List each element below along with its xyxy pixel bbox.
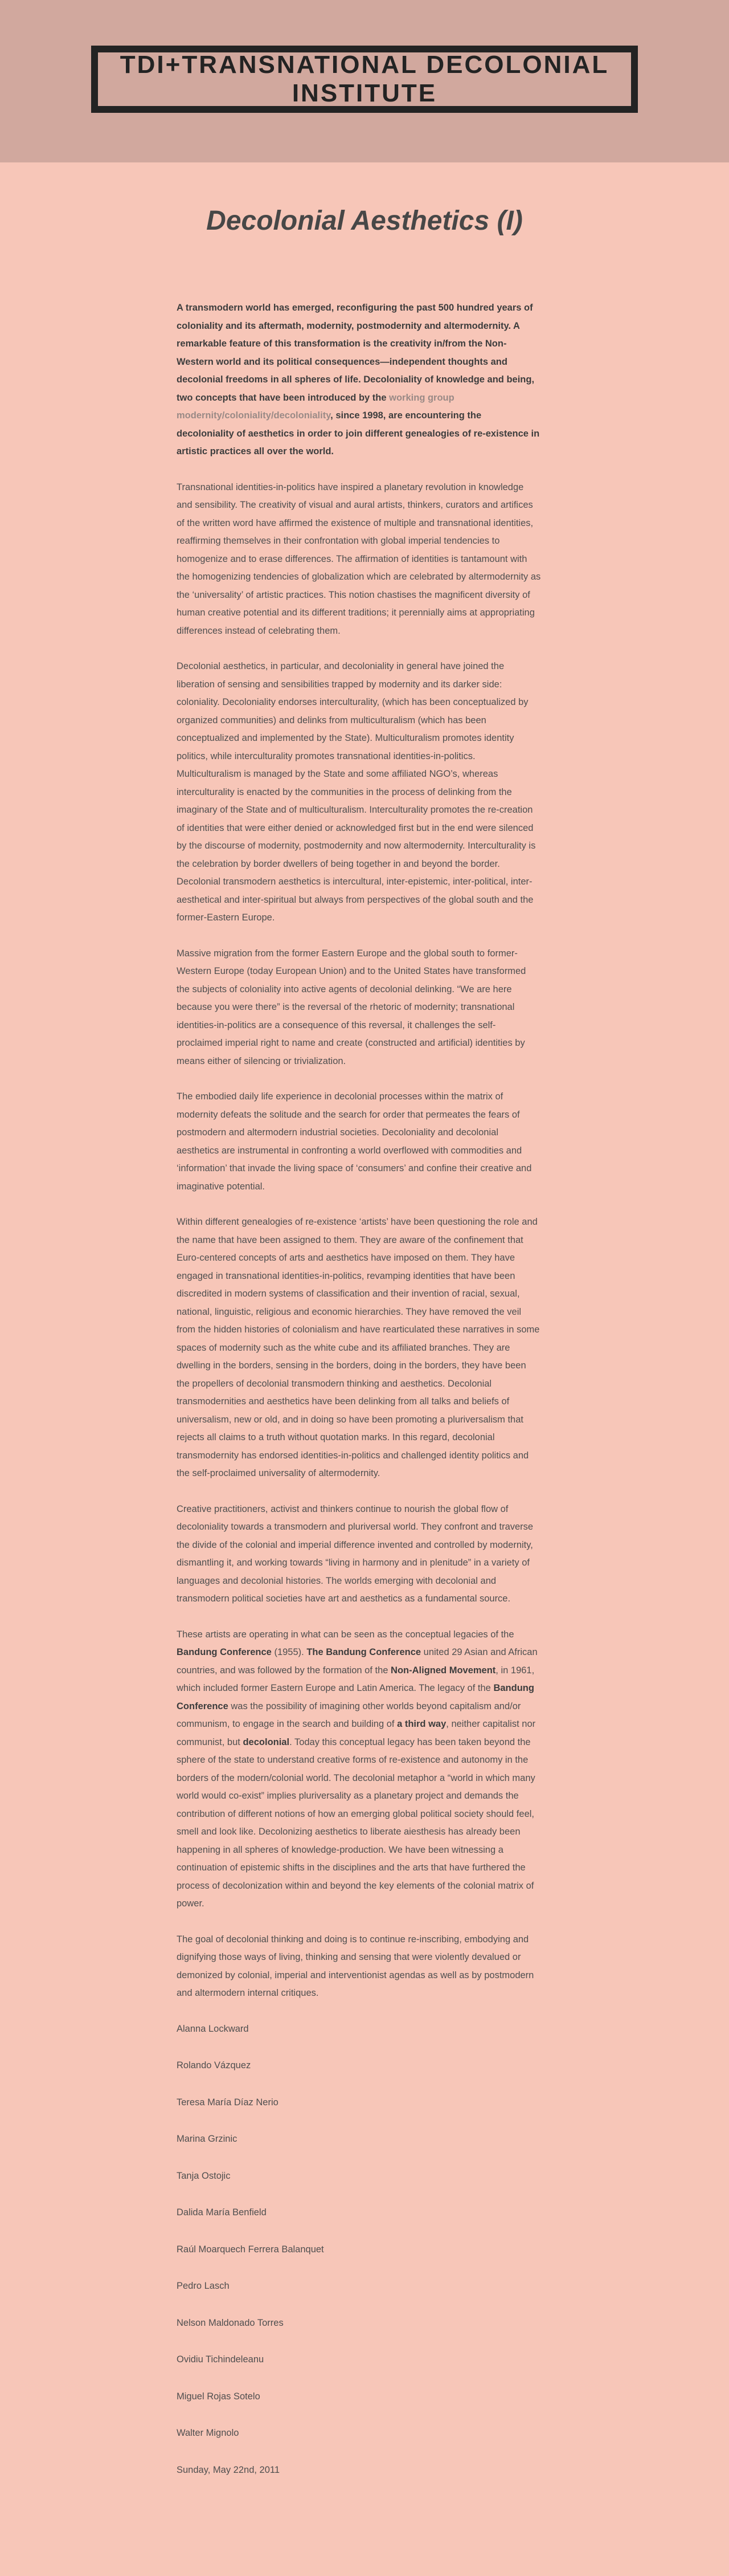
lead-text-part2: , since 1998, are encountering the decoloniality of aesthetics in order to join different genealogies of re-existence in artistic practices all over the world. xyxy=(177,410,540,456)
lead-text-part1: A transmodern world has emerged, reconfiguring the past 500 hundred years of coloniality and its aftermath, modernity, postmodernity and altermodernity. A remarkable feature of this transformation is the creativity in/from the Non-Western world and its political consequences—independent thoughts and decolonial freedoms in all spheres of life. Decoloniality of knowledge and being, two concepts that have been introduced by the xyxy=(177,303,535,403)
lead-paragraph xyxy=(177,299,541,461)
site-title-box[interactable] xyxy=(91,46,638,113)
signatory: Tanja Ostojic xyxy=(177,2170,231,2181)
paragraph-migration: Massive migration from the former Eastern Europe and the global south to former-Western Europe (today European Union) and to the United States have transformed the subjects of coloniality into active agents of decolonial delinking. “We are here because you were there” is the reversal of the rhetoric of modernity; transnational identities-in-politics are a consequence of this reversal, it challenges the self-proclaimed imperial right to name and create (constructed and artificial) identities by means either of silencing or trivialization. xyxy=(177,948,526,1066)
signatory: Raúl Moarquech Ferrera Balanquet xyxy=(177,2244,324,2255)
paragraph-daily-life: The embodied daily life experience in decolonial processes within the matrix of modernity defeats the solitude and the search for order that permeates the fears of postmodern and altermodern industrial societies. Decoloniality and decolonial aesthetics are instrumental in confronting a world overflowed with commodities and ‘information’ that invade the living space of ‘consumers’ and confine their creative and imaginative potential. xyxy=(177,1091,532,1192)
bandung-bold-4: Bandung Conference xyxy=(177,1683,534,1711)
bandung-bold-2: The Bandung Conference xyxy=(306,1647,421,1657)
bandung-text-6: , neither capitalist nor communist, but xyxy=(177,1719,536,1747)
signatory: Nelson Maldonado Torres xyxy=(177,2317,284,2328)
post-title: Decolonial Aesthetics (I) xyxy=(206,206,523,236)
signatory: Ovidiu Tichindeleanu xyxy=(177,2354,264,2365)
bandung-text-3: united 29 Asian and African countries, and was followed by the formation of the xyxy=(177,1647,538,1676)
paragraph-identities: Transnational identities-in-politics have inspired a planetary revolution in knowledge and sensibility. The creativity of visual and aural artists, thinkers, curators and artifices of the written word have affirmed the existence of multiple and transnational identities, reaffirming themselves in their confrontation with global imperial tendencies to homogenize and to erase differences. The affirmation of identities is tantamount with the homogenizing tendencies of globalization which are celebrated by altermodernity as the ‘universality’ of artistic practices. This notion chastises the magnificent diversity of human creative potential and its different traditions; it perennially aims at appropriating differences instead of celebrating them. xyxy=(177,482,541,636)
paragraph-decolonial-aesthetics: Decolonial aesthetics, in particular, and decoloniality in general have joined the liberation of sensing and sensibilities trapped by modernity and its darker side: coloniality. Decoloniality endorses interculturality, (which has been conceptualized by organized communities) and delinks from multiculturalism (which has been conceptualized and implemented by the State). Multiculturalism promotes identity politics, while interculturality promotes transnational identities-in-politics. Multiculturalism is managed by the State and some affiliated NGO’s, whereas interculturality is enacted by the communities in the process of delinking from the imaginary of the State and of multiculturalism. Interculturality promotes the re-creation of identities that were either denied or acknowledged first but in the end were silenced by the discourse of modernity, postmodernity and now altermodernity. Interculturality is the celebration by border dwellers of being together in and beyond the border. Decolonial transmodern aesthetics is intercultural, inter-epistemic, inter-political, inter-aesthetical and inter-spiritual but always from perspectives of the global south and the former-Eastern Europe. xyxy=(177,661,536,923)
signatory: Rolando Vázquez xyxy=(177,2060,251,2070)
paragraph-closing: The goal of decolonial thinking and doing is to continue re-inscribing, embodying and dignifying those ways of living, thinking and sensing that were violently devalued or demonized by colonial, imperial and interventionist agendas as well as by postmodern and altermodern internal critiques. xyxy=(177,1934,534,1998)
bandung-text-7: . Today this conceptual legacy has been taken beyond the sphere of the state to understand creative forms of re-existence and autonomy in the borders of the modern/colonial world. The decolonial metaphor a “world in which many world would co-exist” implies pluriversality as a planetary project and demands the contribution of different notions of how an emerging global political society should feel, smell and look like. Decolonizing aesthetics to liberate aiesthesis has already been happening in all spheres of knowledge-production. We have been witnessing a continuation of epistemic shifts in the disciplines and the arts that have furthered the process of decolonization within and beyond the key elements of the colonial matrix of power. xyxy=(177,1737,535,1909)
bandung-bold-3: Non-Aligned Movement xyxy=(391,1665,496,1676)
site-header xyxy=(0,0,729,162)
signatory: Pedro Lasch xyxy=(177,2281,230,2291)
signatory: Dalida María Benfield xyxy=(177,2207,267,2218)
paragraph-artists: Within different genealogies of re-existence ‘artists’ have been questioning the role and the name that have been assigned to them. They are aware of the confinement that Euro-centered concepts of arts and aesthetics have imposed on them. They have engaged in transnational identities-in-politics, revamping identities that have been discredited in modern systems of classification and their invention of racial, sexual, national, linguistic, religious and economic hierarchies. They have removed the veil from the hidden histories of colonialism and have rearticulated these narratives in some spaces of modernity such as the white cube and its affiliated branches. They are dwelling in the borders, sensing in the borders, doing in the borders, they have been the propellers of decolonial transmodern thinking and aesthetics. Decolonial transmodernities and aesthetics have been delinking from all talks and beliefs of universalism, new or old, and in doing so have been promoting a pluriversalism that rejects all claims to a truth without quotation marks. In this regard, decolonial transmodernity has endorsed identities-in-politics and challenged identity politics and the self-proclaimed universality of altermodernity. xyxy=(177,1217,540,1478)
bandung-bold-6: decolonial xyxy=(243,1737,290,1747)
signatory: Alanna Lockward xyxy=(177,2023,249,2034)
post-date: Sunday, May 22nd, 2011 xyxy=(177,2464,280,2475)
bandung-text-1: These artists are operating in what can be seen as the conceptual legacies of the xyxy=(177,1629,514,1640)
bandung-bold-1: Bandung Conference xyxy=(177,1647,272,1657)
bandung-text-5: was the possibility of imagining other worlds beyond capitalism and/or communism, to engage in the search and building of xyxy=(177,1701,521,1729)
main-content xyxy=(0,162,729,2479)
working-group-link[interactable]: working group modernity/coloniality/decoloniality xyxy=(177,392,454,421)
post-body xyxy=(177,276,541,2479)
signatory: Walter Mignolo xyxy=(177,2428,239,2438)
bandung-text-4: , in 1961, which included former Eastern Europe and Latin America. The legacy of the xyxy=(177,1665,535,1693)
signatory: Teresa María Díaz Nerio xyxy=(177,2097,279,2108)
paragraph-creative-practitioners: Creative practitioners, activist and thinkers continue to nourish the global flow of decoloniality towards a transmodern and pluriversal world. They confront and traverse the divide of the colonial and imperial difference invented and controlled by modernity, dismantling it, and working towards “living in harmony and in plenitude” in a variety of languages and decolonial histories. The worlds emerging with decolonial and transmodern political societies have art and aesthetics as a fundamental source. xyxy=(177,1503,534,1604)
bandung-text-2: (1955). xyxy=(271,1647,307,1657)
bandung-bold-5: a third way xyxy=(397,1719,447,1729)
paragraph-bandung xyxy=(177,1626,541,1913)
signatories-list xyxy=(177,2020,541,2443)
site-title[interactable]: TDI+TRANSNATIONAL DECOLONIAL INSTITUTE xyxy=(120,51,609,107)
signatory: Miguel Rojas Sotelo xyxy=(177,2391,260,2402)
signatory: Marina Grzinic xyxy=(177,2134,237,2144)
